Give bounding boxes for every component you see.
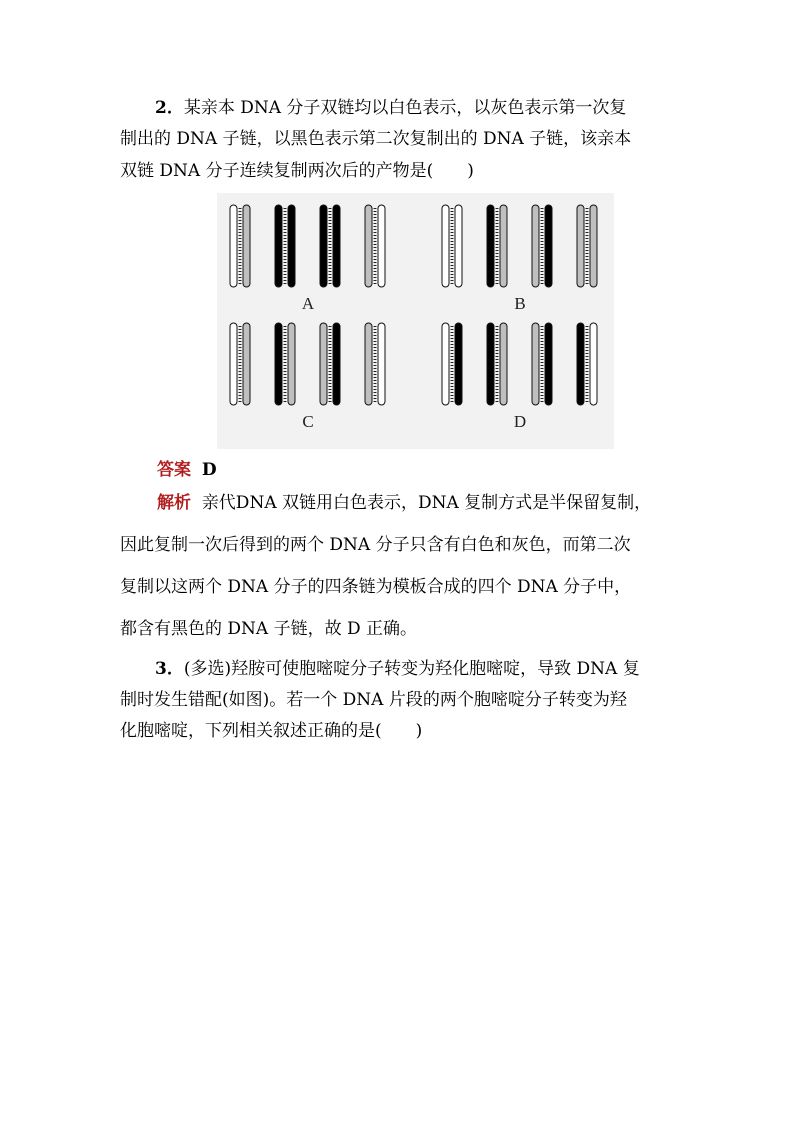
analysis-line-4: 都含有黑色的 DNA 子链，故 D 正确。 (120, 619, 418, 639)
strand-black (320, 205, 327, 287)
dna-molecule (365, 205, 385, 287)
strand-white (442, 323, 449, 405)
strand-black (545, 205, 552, 287)
q2-line-2: 制出的 DNA 子链，以黑色表示第二次复制出的 DNA 子链，该亲本 (120, 129, 632, 149)
analysis-line-1 (157, 495, 651, 512)
option-a (230, 205, 385, 313)
dna-figure-svg (217, 193, 614, 449)
strand-black (545, 323, 552, 405)
strand-gray (590, 205, 597, 287)
strand-white (378, 323, 385, 405)
dna-molecule (577, 323, 597, 405)
answer-value: D (201, 460, 217, 480)
strand-gray (500, 205, 507, 287)
option-b (442, 205, 597, 313)
strand-white (230, 323, 237, 405)
strand-gray (365, 323, 372, 405)
answer-label: 答案 (157, 460, 191, 480)
dna-molecule (275, 323, 295, 405)
dna-molecule (230, 323, 250, 405)
strand-black (577, 323, 584, 405)
analysis-label: 解析 (157, 493, 191, 513)
dna-molecule (320, 323, 340, 405)
q2-number: 2． (155, 98, 184, 118)
strand-white (442, 205, 449, 287)
analysis-text-1: 亲代DNA 双链用白色表示，DNA 复制方式是半保留复制， (201, 493, 652, 513)
strand-gray (365, 205, 372, 287)
strand-black (275, 323, 282, 405)
dna-molecule (365, 323, 385, 405)
option-c (230, 323, 385, 431)
option-label: D (513, 412, 527, 431)
strand-white (455, 205, 462, 287)
strand-gray (577, 205, 584, 287)
q2-text-1: 某亲本 DNA 分子双链均以白色表示，以灰色表示第一次复 (183, 98, 627, 118)
dna-molecule (487, 205, 507, 287)
strand-gray (243, 323, 250, 405)
strand-gray (532, 205, 539, 287)
option-label: A (301, 294, 315, 313)
q3-line-2: 制时发生错配(如图)。若一个 DNA 片段的两个胞嘧啶分子转变为羟 (120, 690, 627, 710)
strand-black (333, 205, 340, 287)
q3-text-1: (多选)羟胺可使胞嘧啶分子转变为羟化胞嘧啶，导致 DNA 复 (183, 659, 640, 679)
q3-line-1 (155, 661, 640, 678)
q3-line-3: 化胞嘧啶，下列相关叙述正确的是( ) (120, 721, 423, 741)
strand-gray (500, 323, 507, 405)
dna-molecule (275, 205, 295, 287)
q2-line-3: 双链 DNA 分子连续复制两次后的产物是( ) (120, 161, 474, 181)
q2-line-1 (155, 100, 626, 117)
strand-white (590, 323, 597, 405)
strand-black (455, 323, 462, 405)
analysis-line-2: 因此复制一次后得到的两个 DNA 分子只含有白色和灰色，而第二次 (120, 535, 631, 555)
dna-molecule (442, 205, 462, 287)
dna-replication-figure (217, 193, 614, 449)
strand-gray (288, 323, 295, 405)
dna-molecule (487, 323, 507, 405)
strand-gray (532, 323, 539, 405)
option-d (442, 323, 597, 431)
dna-molecule (577, 205, 597, 287)
strand-white (378, 205, 385, 287)
dna-molecule (320, 205, 340, 287)
dna-molecule (230, 205, 250, 287)
strand-black (487, 323, 494, 405)
strand-gray (243, 205, 250, 287)
q3-number: 3． (155, 659, 184, 679)
strand-black (487, 205, 494, 287)
strand-white (230, 205, 237, 287)
analysis-line-3: 复制以这两个 DNA 分子的四条链为模板合成的四个 DNA 分子中， (120, 577, 632, 597)
strand-black (275, 205, 282, 287)
dna-molecule (532, 205, 552, 287)
answer-line (157, 462, 217, 479)
strand-black (288, 205, 295, 287)
option-label: C (302, 412, 314, 431)
strand-black (333, 323, 340, 405)
dna-molecule (532, 323, 552, 405)
dna-molecule (442, 323, 462, 405)
strand-gray (320, 323, 327, 405)
option-label: B (514, 294, 526, 313)
